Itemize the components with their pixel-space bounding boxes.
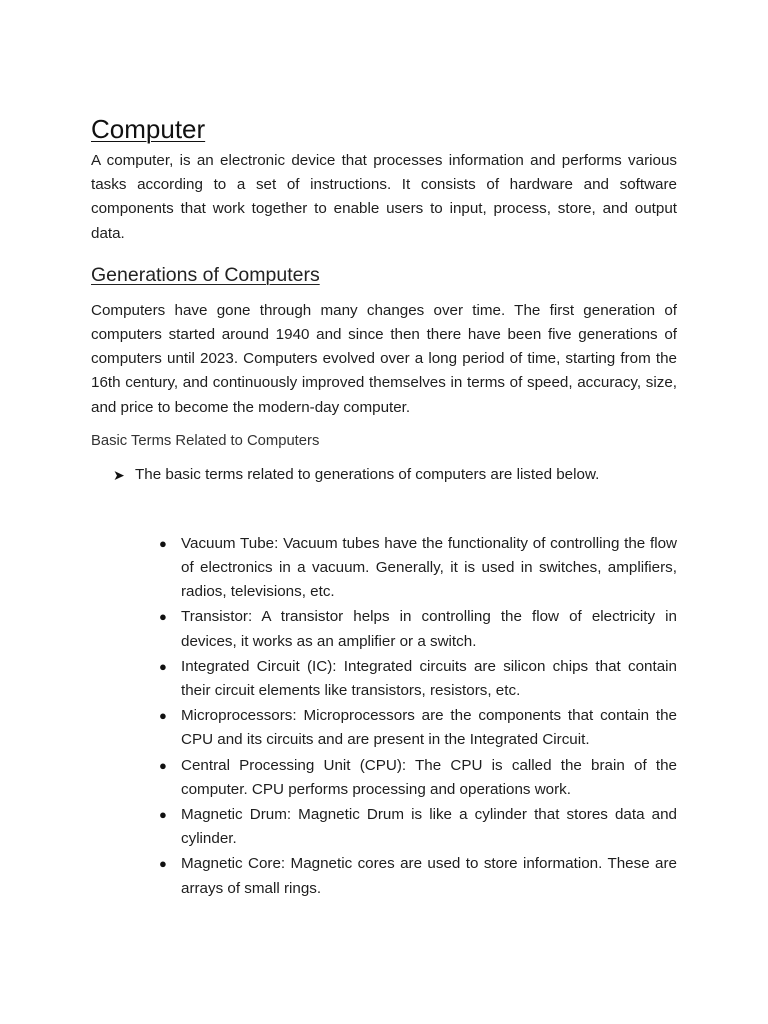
- subheading: Basic Terms Related to Computers: [91, 432, 320, 449]
- intro-paragraph: A computer, is an electronic device that processes information and performs various tasks according to a set of instructions. It consists of hardware and software components that work together to enable users to input, process, store, and output data.: [91, 152, 677, 242]
- term-magnetic-drum: Magnetic Drum: Magnetic Drum is like a cylinder that stores data and cylinder.: [181, 806, 677, 848]
- list-item: [159, 803, 677, 851]
- list-item: [159, 852, 677, 900]
- round-bullet-icon: ●: [159, 609, 167, 625]
- round-bullet-icon: ●: [159, 708, 167, 724]
- round-bullet-icon: ●: [159, 856, 167, 872]
- list-item: [159, 704, 677, 752]
- term-magnetic-core: Magnetic Core: Magnetic cores are used to store information. These are arrays of small rings.: [181, 855, 677, 897]
- arrowhead-bullet-icon: ➤: [113, 466, 125, 483]
- list-item: [159, 754, 677, 802]
- list-item: [159, 655, 677, 703]
- round-bullet-icon: ●: [159, 757, 167, 773]
- arrow-list-item-text: The basic terms related to generations of computers are listed below.: [135, 465, 600, 483]
- term-vacuum-tube: Vacuum Tube: Vacuum tubes have the functionality of controlling the flow of electronics in a vacuum. Generally, it is used in switches, amplifiers, radios, televisions, etc.: [181, 534, 677, 601]
- page-title: Computer: [91, 114, 206, 144]
- term-cpu: Central Processing Unit (CPU): The CPU is called the brain of the computer. CPU performs processing and operations work.: [181, 756, 677, 798]
- round-bullet-icon: ●: [159, 807, 167, 823]
- document-body: [91, 110, 677, 902]
- round-bullet-icon: ●: [159, 535, 167, 551]
- term-integrated-circuit: Integrated Circuit (IC): Integrated circuits are silicon chips that contain their circuit elements like transistors, resistors, etc.: [181, 657, 677, 700]
- arrow-list-item: [113, 463, 677, 487]
- list-item: [159, 532, 677, 605]
- terms-list: [159, 532, 677, 901]
- term-transistor: Transistor: A transistor helps in controlling the flow of electricity in devices, it works as an amplifier or a switch.: [181, 608, 677, 650]
- round-bullet-icon: ●: [159, 658, 167, 674]
- section-heading: Generations of Computers: [91, 263, 320, 286]
- list-item: [159, 605, 677, 653]
- generations-paragraph: Computers have gone through many changes over time. The first generation of computers started around 1940 and since then there have been five generations of computers until 2023. Computers evolved over a long period of time, starting from the 16th century, and continuously improved themselves in terms of speed, accuracy, size, and price to become the modern-day computer.: [91, 301, 677, 416]
- term-microprocessors: Microprocessors: Microprocessors are the components that contain the CPU and its circuits and are present in the Integrated Circuit.: [181, 707, 677, 749]
